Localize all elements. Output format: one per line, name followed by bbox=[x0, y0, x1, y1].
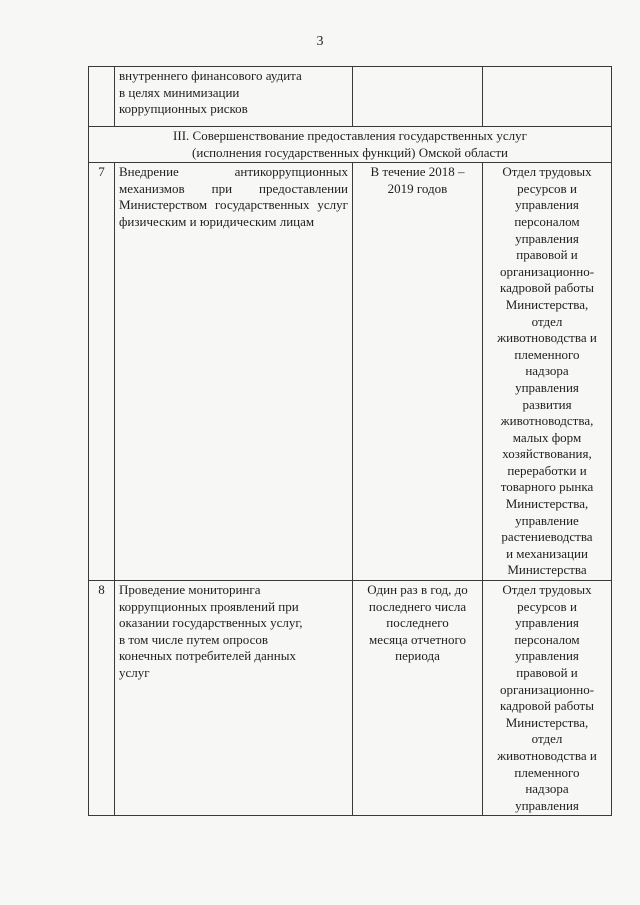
responsible-line: управления bbox=[515, 797, 579, 813]
responsible-line: правовой и bbox=[516, 247, 578, 263]
responsible-line: переработки и bbox=[507, 462, 587, 478]
description-line: оказании государственных услуг, bbox=[119, 615, 303, 631]
responsible-line: Отдел трудовых bbox=[502, 582, 592, 598]
row-description-cell: Внедрение антикоррупционных механизмов при предоставлении Министерством государственных услуг физическим и юридическим лицам bbox=[115, 163, 353, 581]
row-number-cell: 8 bbox=[89, 581, 115, 816]
responsible-line: Министерства, bbox=[505, 496, 589, 512]
term-line: 2019 годов bbox=[387, 180, 448, 196]
row-responsible-cell bbox=[483, 581, 612, 816]
responsible-line: племенного bbox=[514, 346, 580, 362]
description-line: коррупционных рисков bbox=[119, 101, 248, 117]
responsible-line: правовой и bbox=[516, 665, 578, 680]
row-term-cell bbox=[353, 67, 483, 127]
responsible-line: управления bbox=[515, 230, 579, 246]
responsible-line: персоналом bbox=[514, 631, 580, 647]
responsible-line: ресурсов и bbox=[517, 598, 577, 614]
description-line: Проведение мониторинга bbox=[119, 582, 261, 598]
responsible-line: кадровой работы bbox=[500, 280, 594, 296]
term-line: месяца отчетного bbox=[368, 631, 466, 647]
table-row bbox=[89, 163, 612, 581]
row-description-cell bbox=[115, 67, 353, 127]
responsible-line: надзора bbox=[525, 781, 569, 797]
section-header bbox=[89, 127, 612, 163]
responsible-line: Министерства, bbox=[505, 296, 589, 312]
row-description-cell bbox=[115, 581, 353, 816]
responsible-line: животноводства и bbox=[497, 330, 597, 346]
responsible-line: хозяйствования, bbox=[502, 446, 592, 462]
responsible-line: надзора bbox=[525, 363, 569, 379]
section-header-line: (исполнения государственных функций) Омской области bbox=[192, 144, 508, 160]
section-header-line: III. Совершенствование предоставления государственных услуг bbox=[173, 128, 527, 143]
term-line: последнего числа bbox=[368, 598, 467, 614]
row-term-cell bbox=[353, 581, 483, 816]
row-number-cell bbox=[89, 67, 115, 127]
responsible-line: Министерства, bbox=[505, 714, 589, 730]
responsible-line: кадровой работы bbox=[500, 698, 594, 714]
responsible-line: растениеводства bbox=[501, 529, 593, 545]
row-responsible-cell bbox=[483, 67, 612, 127]
responsible-line: и механизации bbox=[506, 545, 588, 561]
responsible-line: животноводства, bbox=[500, 413, 594, 429]
responsible-line: товарного рынка bbox=[500, 479, 594, 495]
responsible-line: управления bbox=[515, 615, 579, 631]
responsible-line: управления bbox=[515, 379, 579, 395]
row-term-cell bbox=[353, 163, 483, 581]
responsible-line: управления bbox=[515, 648, 579, 664]
term-line: В течение 2018 – bbox=[370, 164, 465, 180]
description-line: внутреннего финансового аудита bbox=[119, 68, 302, 83]
description-line: коррупционных проявлений при bbox=[119, 598, 299, 614]
description-line: в целях минимизации bbox=[119, 84, 240, 100]
responsible-line: племенного bbox=[514, 764, 580, 780]
term-line: периода bbox=[395, 648, 440, 664]
responsible-line: малых форм bbox=[512, 429, 582, 445]
term-line: Один раз в год, до bbox=[367, 582, 468, 598]
responsible-line: организационно- bbox=[499, 681, 595, 697]
responsible-line: отдел bbox=[531, 313, 563, 329]
description-line: в том числе путем опросов bbox=[119, 631, 268, 647]
description-line: услуг bbox=[119, 665, 150, 680]
table-row-continued bbox=[89, 67, 612, 127]
row-responsible-cell bbox=[483, 163, 612, 581]
term-line: последнего bbox=[386, 615, 449, 631]
page-number: 3 bbox=[316, 34, 324, 49]
table-row bbox=[89, 581, 612, 816]
responsible-line: управление bbox=[515, 512, 579, 528]
responsible-line: организационно- bbox=[499, 263, 595, 279]
section-header-row bbox=[89, 127, 612, 163]
responsible-line: развития bbox=[522, 396, 572, 412]
responsible-line: Министерства bbox=[507, 562, 587, 578]
measures-table bbox=[88, 66, 612, 816]
description-line: конечных потребителей данных bbox=[119, 648, 296, 664]
responsible-line: персоналом bbox=[514, 213, 580, 229]
responsible-line: ресурсов и bbox=[517, 180, 577, 196]
responsible-line: управления bbox=[515, 197, 579, 213]
responsible-line: животноводства и bbox=[497, 747, 597, 763]
responsible-line: Отдел трудовых bbox=[502, 164, 592, 180]
row-number-cell: 7 bbox=[89, 163, 115, 581]
responsible-line: отдел bbox=[531, 731, 563, 747]
